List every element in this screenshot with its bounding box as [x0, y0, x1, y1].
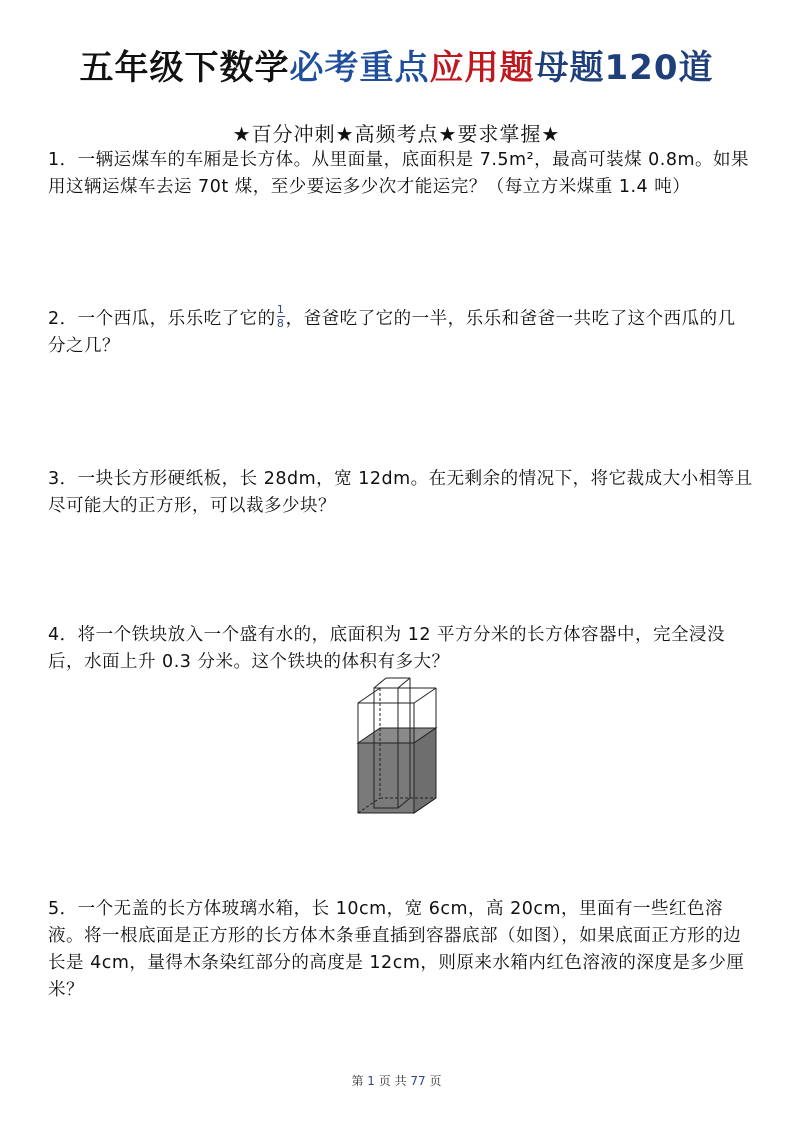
subtitle: ★百分冲刺★高频考点★要求掌握★: [232, 122, 561, 146]
question-text-before: 一个西瓜，乐乐吃了它的: [77, 309, 276, 329]
question-number: 3．: [48, 469, 78, 489]
container-with-bar-figure: [350, 668, 446, 818]
question-number: 4．: [48, 625, 78, 645]
question-number: 5．: [48, 899, 78, 919]
title-part-2: 必考重点: [289, 48, 430, 88]
footer-total-pages: 77: [410, 1074, 426, 1088]
question-text: 一块长方形硬纸板，长 28dm，宽 12dm。在无剩余的情况下，将它裁成大小相等且尽可能大的正方形，可以裁多少块？: [48, 469, 753, 516]
fraction-denominator: 8: [276, 316, 285, 330]
question-number: 1．: [48, 150, 78, 170]
footer-post: 页: [429, 1074, 442, 1088]
title-part-1: 五年级下数学: [79, 48, 290, 88]
title-part-4: 母题120道: [534, 48, 714, 88]
question-number: 2．: [48, 309, 78, 329]
page-footer: [0, 1072, 793, 1089]
footer-mid: 页 共: [378, 1074, 407, 1088]
question-3: [48, 466, 753, 520]
fraction: [277, 304, 285, 329]
question-1: [48, 147, 753, 201]
question-text: 将一个铁块放入一个盛有水的，底面积为 12 平方分米的长方体容器中，完全浸没后，水面上升 0.3 分米。这个铁块的体积有多大？: [48, 625, 726, 672]
title-part-3: 应用题: [429, 48, 535, 88]
question-text: 一个无盖的长方体玻璃水箱，长 10cm，宽 6cm，高 20cm，里面有一些红色溶液。将一根底面是正方形的长方体木条垂直插到容器底部（如图），如果底面正方形的边长是 4cm，量得木条染红部分的高度是 12cm，则原来水箱内红色溶液的深度是多少厘米？: [48, 899, 745, 1000]
footer-pre: 第: [351, 1074, 364, 1088]
footer-page-number: 1: [367, 1074, 375, 1088]
page-title: [0, 40, 793, 89]
question-text-after: ，爸爸吃了它的一半，乐乐和爸爸一共吃了这个西瓜的几分之几？: [48, 309, 736, 356]
question-5: [48, 896, 753, 1004]
question-2: [48, 302, 753, 360]
fraction-numerator: 1: [276, 302, 285, 316]
question-text: 一辆运煤车的车厢是长方体。从里面量，底面积是 7.5m²，最高可装煤 0.8m。如果用这辆运煤车去运 70t 煤，至少要运多少次才能运完？（每立方米煤重 1.4 吨）: [48, 150, 750, 197]
